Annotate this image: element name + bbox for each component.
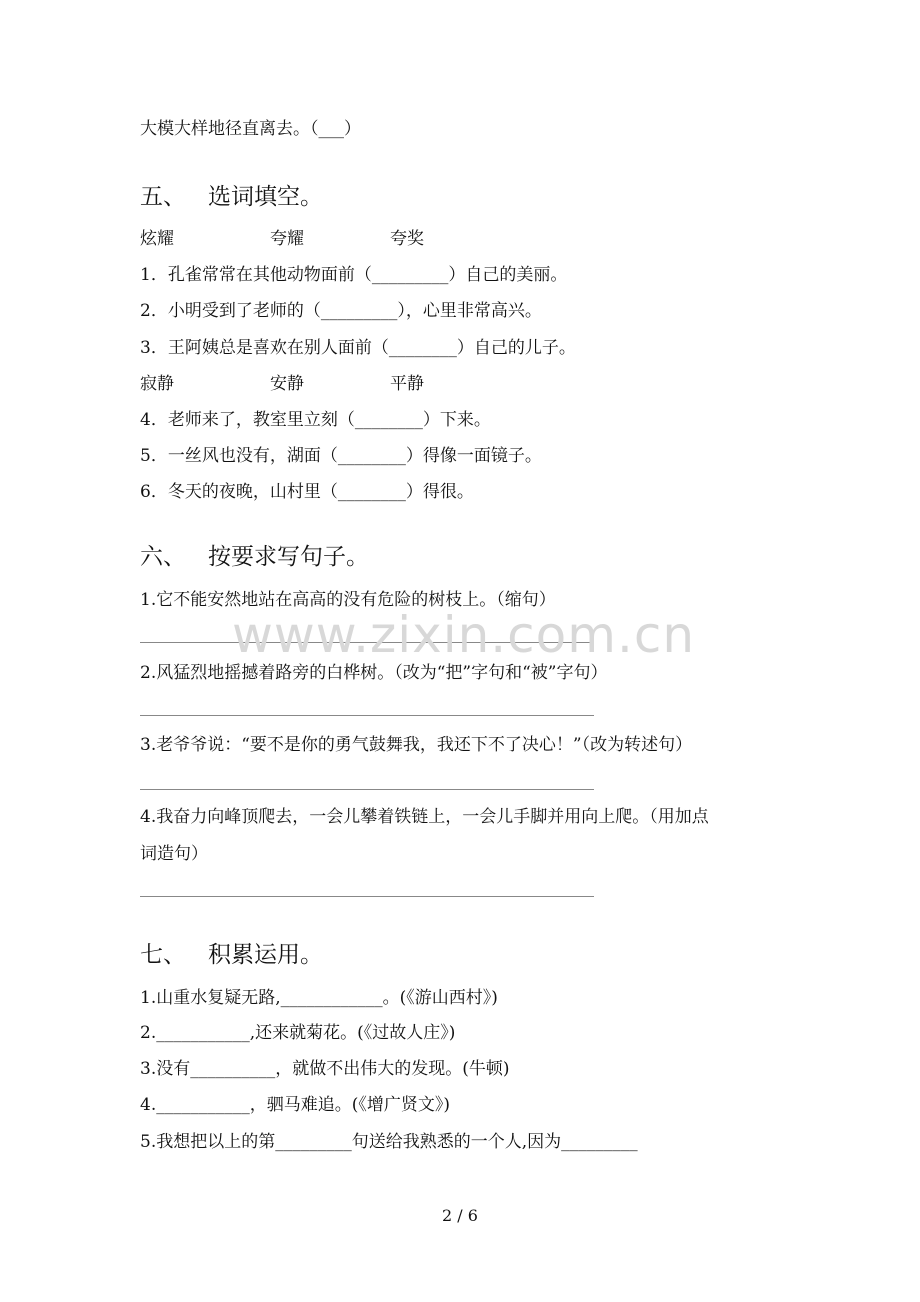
section-5-title: 选词填空。 [208,184,323,210]
sentence-question-3: 3.老爷爷说：“要不是你的勇气鼓舞我，我还下不了决心！”（改为转述句） [140,735,693,755]
word-option: 平静 [390,374,424,394]
word-option: 寂静 [140,374,174,394]
sentence-question-1: 1.它不能安然地站在高高的没有危险的树枝上。（缩句） [140,590,556,610]
accumulate-item-3: 3.没有__________，就做不出伟大的发现。(牛顿) [140,1059,510,1079]
word-option: 炫耀 [140,229,174,249]
fill-item-1: 1．孔雀常常在其他动物面前（_________）自己的美丽。 [140,265,568,285]
accumulate-item-5: 5.我想把以上的第_________句送给我熟悉的一个人,因为_________ [140,1132,638,1152]
fill-item-2: 2．小明受到了老师的（_________），心里非常高兴。 [140,301,542,321]
answer-line [140,715,594,716]
section-7-heading [140,940,323,970]
fill-item-6: 6．冬天的夜晚，山村里（________）得很。 [140,482,474,502]
word-option: 夸耀 [270,229,304,249]
watermark: www.zixin.com.cn [232,606,696,664]
word-option: 安静 [270,374,304,394]
page-number: 2 / 6 [442,1206,478,1225]
accumulate-item-2: 2.___________,还来就菊花。(《过故人庄》) [140,1023,456,1043]
answer-line [140,896,594,897]
accumulate-item-4: 4.___________，驷马难追。(《增广贤文》) [140,1095,450,1115]
fill-item-3: 3．王阿姨总是喜欢在别人面前（________）自己的儿子。 [140,338,576,358]
fill-item-4: 4．老师来了，教室里立刻（________）下来。 [140,410,491,430]
answer-line [140,789,594,790]
sentence-question-4-line2: 词造句） [140,844,208,864]
section-6-number: 六、 [140,544,186,570]
section-7-title: 积累运用。 [208,942,323,968]
fill-item-5: 5．一丝风也没有，湖面（________）得像一面镜子。 [140,446,542,466]
section-7-number: 七、 [140,942,186,968]
section-6-heading [140,542,369,572]
word-option: 夸奖 [390,229,424,249]
sentence-question-4-line1: 4.我奋力向峰顶爬去，一会儿攀着铁链上，一会儿手脚并用向上爬。（用加点 [140,807,709,827]
accumulate-item-1: 1.山重水复疑无路,____________。(《游山西村》) [140,988,498,1008]
carryover-text: 大模大样地径直离去。（___） [140,119,361,139]
section-5-number: 五、 [140,184,186,210]
section-5-heading [140,182,323,212]
sentence-question-2: 2.风猛烈地摇撼着路旁的白桦树。（改为“把”字句和“被”字句） [140,663,608,683]
section-6-title: 按要求写句子。 [208,544,369,570]
